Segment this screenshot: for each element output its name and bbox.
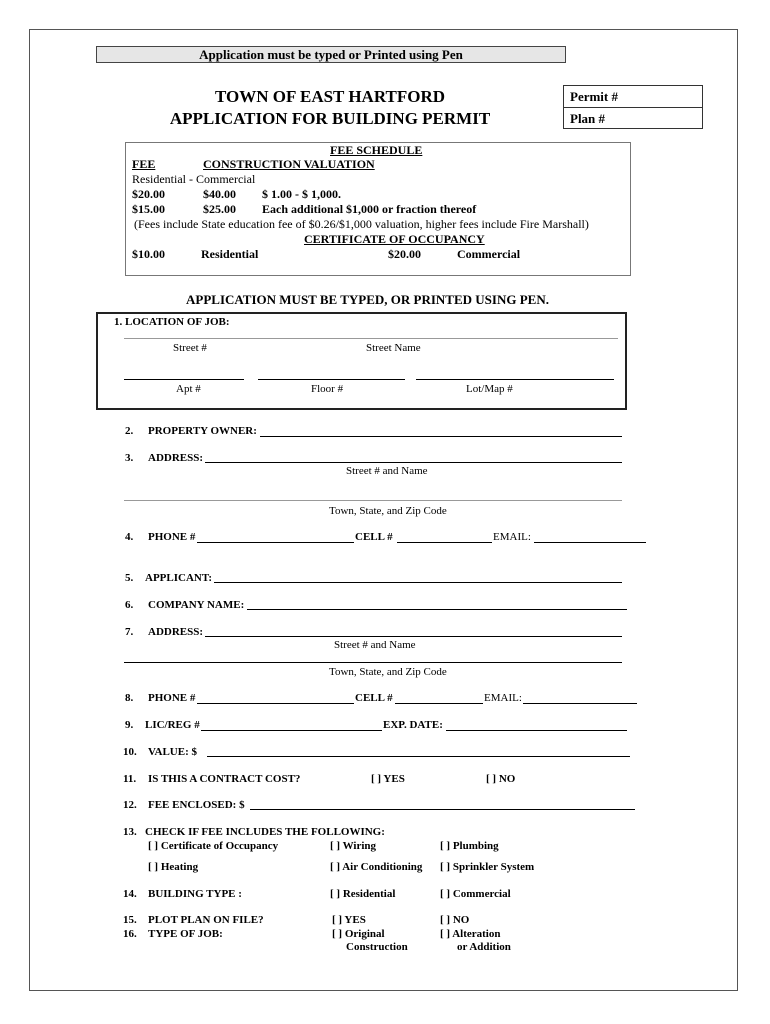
applicant-label: APPLICANT: xyxy=(145,572,213,584)
expiry-date-input-line[interactable] xyxy=(446,730,627,731)
field-number: 10. xyxy=(123,746,137,758)
field-number: 15. xyxy=(123,914,137,926)
field-number: 9. xyxy=(125,719,134,731)
field-number: 11. xyxy=(123,773,137,785)
owner-phone-label: PHONE # xyxy=(148,531,196,543)
original-construction-checkbox[interactable]: [ ] Original xyxy=(332,928,385,940)
fee-row2-fee-b: $25.00 xyxy=(203,202,236,216)
applicant-email-label: EMAIL: xyxy=(484,692,522,704)
permit-number-field[interactable]: Permit # xyxy=(564,86,702,108)
street-number-caption: Street # xyxy=(173,342,207,354)
applicant-phone-label: PHONE # xyxy=(148,692,196,704)
type-of-job-label: TYPE OF JOB: xyxy=(148,928,223,940)
property-owner-label: PROPERTY OWNER: xyxy=(148,425,257,437)
field-number: 4. xyxy=(125,531,134,543)
fee-row1-range: $ 1.00 - $ 1,000. xyxy=(262,187,341,201)
fee-row1-fee-b: $40.00 xyxy=(203,187,236,201)
fee-enclosed-label: FEE ENCLOSED: $ xyxy=(148,799,245,811)
air-conditioning-checkbox[interactable]: [ ] Air Conditioning xyxy=(330,861,423,873)
owner-email-label: EMAIL: xyxy=(493,531,531,543)
fee-includes-label: CHECK IF FEE INCLUDES THE FOLLOWING: xyxy=(145,826,385,838)
floor-input-line[interactable] xyxy=(258,379,405,380)
value-input-line[interactable] xyxy=(207,756,630,757)
field-number: 14. xyxy=(123,888,137,900)
street-caption: Street # and Name xyxy=(334,639,416,651)
certificate-of-occupancy-checkbox[interactable]: [ ] Certificate of Occupancy xyxy=(148,840,279,852)
owner-address-input-line[interactable] xyxy=(205,462,622,463)
page-title-town: TOWN OF EAST HARTFORD xyxy=(214,87,446,106)
applicant-address-input-line[interactable] xyxy=(205,636,622,637)
applicant-input-line[interactable] xyxy=(214,582,622,583)
valuation-column-header: CONSTRUCTION VALUATION xyxy=(203,157,375,171)
plot-plan-yes-checkbox[interactable]: [ ] YES xyxy=(332,914,366,926)
instruction-heading: APPLICATION MUST BE TYPED, OR PRINTED USING PEN. xyxy=(186,292,549,307)
applicant-cell-input-line[interactable] xyxy=(395,703,483,704)
co-residential-label: Residential xyxy=(201,247,259,261)
applicant-cell-label: CELL # xyxy=(355,692,393,704)
co-heading: CERTIFICATE OF OCCUPANCY xyxy=(304,232,485,246)
fee-row1-fee-a: $20.00 xyxy=(132,187,165,201)
sprinkler-system-checkbox[interactable]: [ ] Sprinkler System xyxy=(440,861,535,873)
field-number: 6. xyxy=(125,599,134,611)
heating-checkbox[interactable]: [ ] Heating xyxy=(148,861,199,873)
field-number: 8. xyxy=(125,692,134,704)
field-number: 12. xyxy=(123,799,137,811)
commercial-checkbox[interactable]: [ ] Commercial xyxy=(440,888,511,900)
applicant-town-input-line[interactable] xyxy=(124,662,622,663)
fee-category: Residential - Commercial xyxy=(132,172,256,186)
owner-email-input-line[interactable] xyxy=(534,542,646,543)
street-caption: Street # and Name xyxy=(346,465,428,477)
field-number: 7. xyxy=(125,626,134,638)
owner-town-input-line[interactable] xyxy=(124,500,622,501)
applicant-email-input-line[interactable] xyxy=(523,703,637,704)
co-commercial-label: Commercial xyxy=(457,247,521,261)
lot-input-line[interactable] xyxy=(416,379,614,380)
fee-row2-fee-a: $15.00 xyxy=(132,202,165,216)
plot-plan-label: PLOT PLAN ON FILE? xyxy=(148,914,264,926)
wiring-checkbox[interactable]: [ ] Wiring xyxy=(330,840,377,852)
company-name-label: COMPANY NAME: xyxy=(148,599,245,611)
permit-plan-box xyxy=(563,85,703,129)
plan-number-field[interactable]: Plan # xyxy=(570,111,606,126)
company-name-input-line[interactable] xyxy=(247,609,627,610)
town-caption: Town, State, and Zip Code xyxy=(329,505,447,517)
license-label: LIC/REG # xyxy=(145,719,200,731)
original-construction-caption: Construction xyxy=(346,941,408,953)
contract-cost-no-checkbox[interactable]: [ ] NO xyxy=(486,773,516,785)
residential-checkbox[interactable]: [ ] Residential xyxy=(330,888,396,900)
owner-address-label: ADDRESS: xyxy=(148,452,204,464)
fee-enclosed-input-line[interactable] xyxy=(250,809,635,810)
apt-caption: Apt # xyxy=(176,383,201,395)
field-number: 5. xyxy=(125,572,134,584)
lot-caption: Lot/Map # xyxy=(466,383,513,395)
license-input-line[interactable] xyxy=(201,730,382,731)
field-number: 16. xyxy=(123,928,137,940)
applicant-phone-input-line[interactable] xyxy=(197,703,354,704)
alteration-addition-checkbox[interactable]: [ ] Alteration xyxy=(440,928,501,940)
apt-input-line[interactable] xyxy=(124,379,244,380)
alteration-addition-caption: or Addition xyxy=(457,941,511,953)
fee-row2-range: Each additional $1,000 or fraction thereof xyxy=(262,202,477,216)
co-residential-fee: $10.00 xyxy=(132,247,165,261)
property-owner-input-line[interactable] xyxy=(260,436,622,437)
field-number: 2. xyxy=(125,425,134,437)
instruction-banner: Application must be typed or Printed using Pen xyxy=(96,46,566,63)
owner-cell-label: CELL # xyxy=(355,531,393,543)
street-name-caption: Street Name xyxy=(366,342,421,354)
field-number: 3. xyxy=(125,452,134,464)
owner-phone-input-line[interactable] xyxy=(197,542,354,543)
street-input-line[interactable] xyxy=(124,338,618,339)
value-label: VALUE: $ xyxy=(148,746,198,758)
plot-plan-no-checkbox[interactable]: [ ] NO xyxy=(440,914,470,926)
field-number: 13. xyxy=(123,826,137,838)
fee-column-header: FEE xyxy=(132,157,156,171)
building-type-label: BUILDING TYPE : xyxy=(148,888,242,900)
page-title-application: APPLICATION FOR BUILDING PERMIT xyxy=(169,109,491,128)
contract-cost-label: IS THIS A CONTRACT COST? xyxy=(148,773,301,785)
owner-cell-input-line[interactable] xyxy=(397,542,492,543)
fee-note: (Fees include State education fee of $0.26/$1,000 valuation, higher fees include Fire Marshall) xyxy=(134,217,589,231)
plumbing-checkbox[interactable]: [ ] Plumbing xyxy=(440,840,499,852)
applicant-address-label: ADDRESS: xyxy=(148,626,204,638)
town-caption: Town, State, and Zip Code xyxy=(329,666,447,678)
co-commercial-fee: $20.00 xyxy=(388,247,421,261)
location-label: 1. LOCATION OF JOB: xyxy=(114,316,230,328)
contract-cost-yes-checkbox[interactable]: [ ] YES xyxy=(371,773,405,785)
expiry-date-label: EXP. DATE: xyxy=(383,719,443,731)
fee-schedule-heading: FEE SCHEDULE xyxy=(330,143,423,157)
floor-caption: Floor # xyxy=(311,383,344,395)
